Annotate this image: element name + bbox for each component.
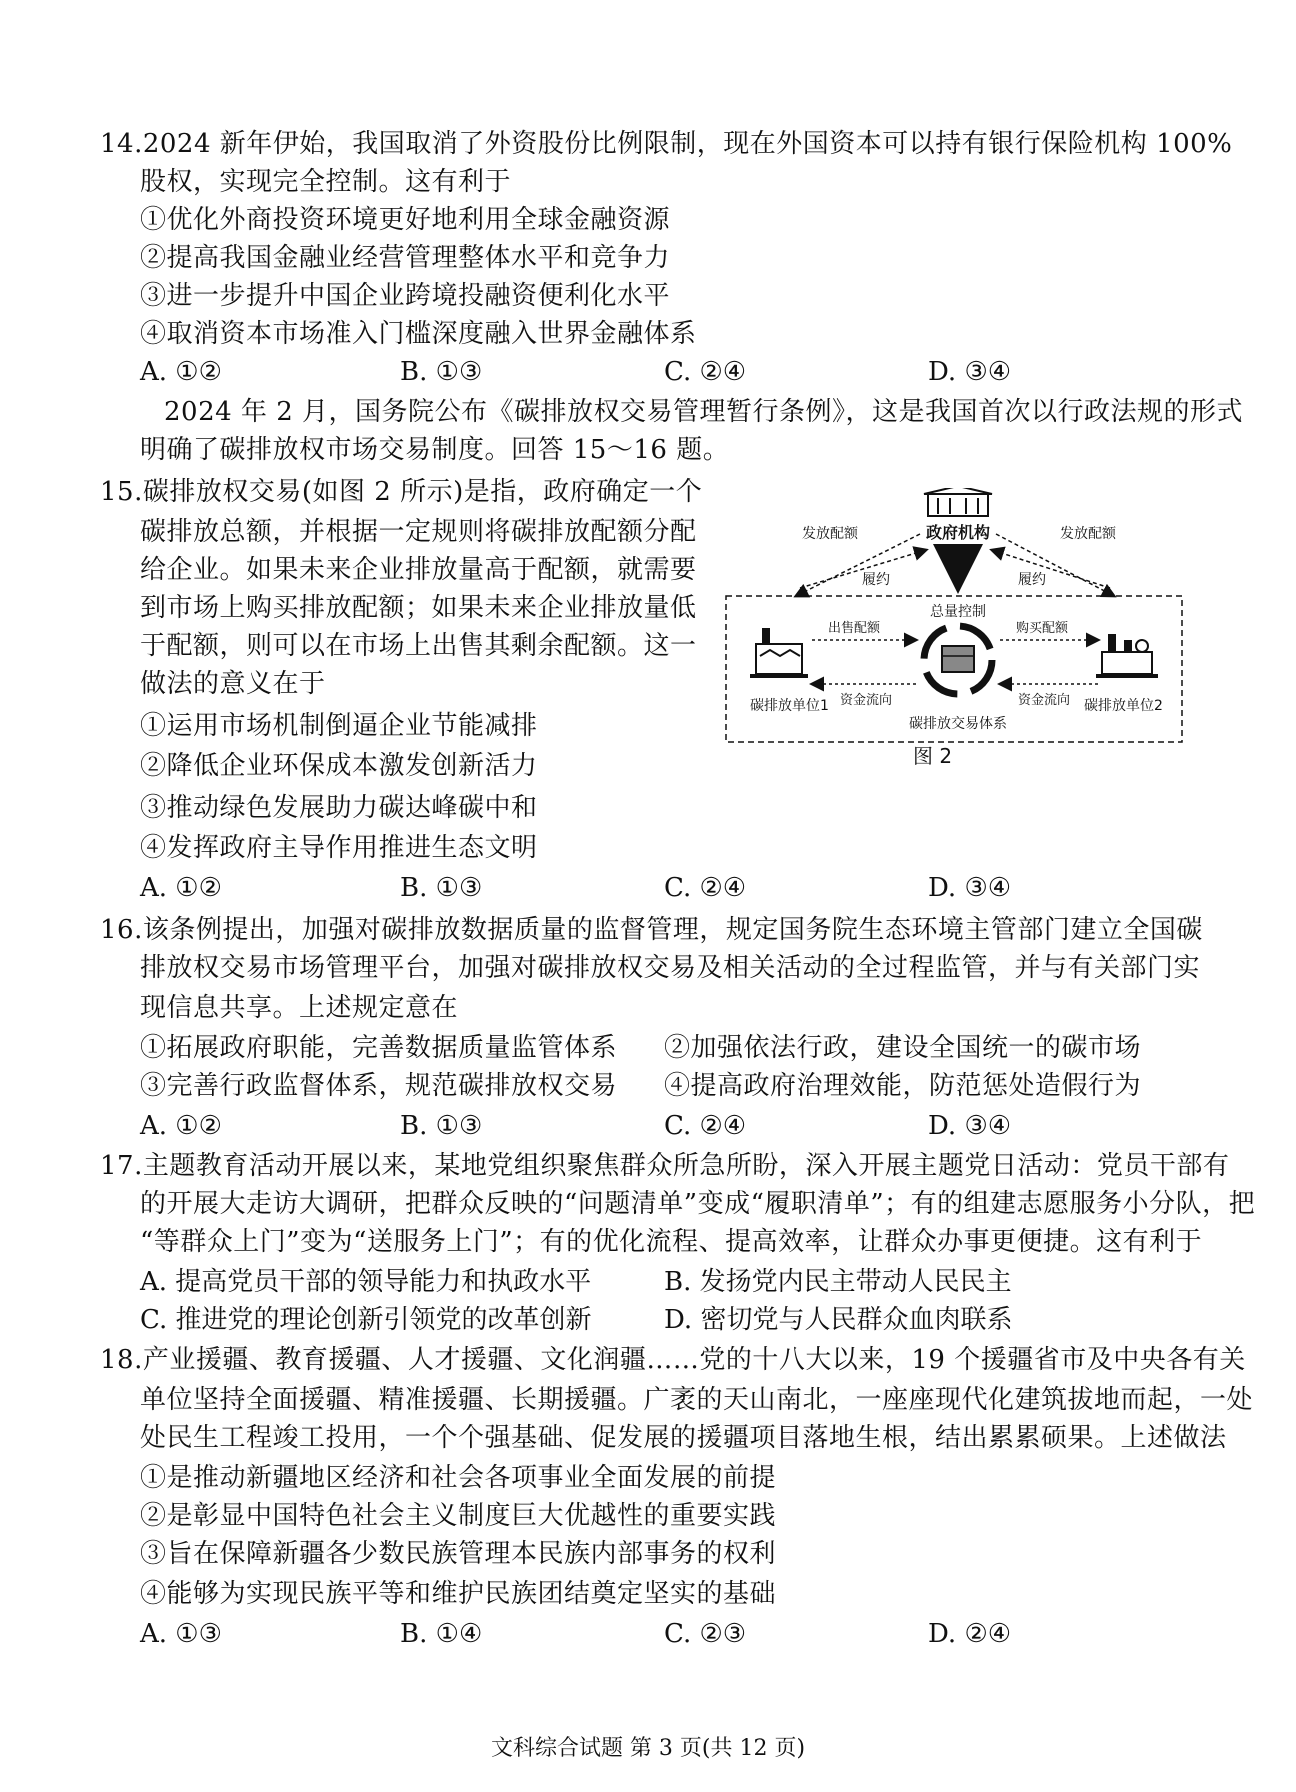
factory-icon-1 <box>750 628 808 678</box>
total-control-label: 总量控制 <box>930 604 986 620</box>
q18-option-b: B. ①④ <box>400 1619 483 1649</box>
q18-stem-line3: 处民生工程竣工投用，一个个强基础、促发展的援疆项目落地生根，结出累累硕果。上述做法 <box>140 1423 1227 1453</box>
trading-cycle-icon <box>924 626 992 694</box>
factory-icon-2 <box>1096 634 1158 678</box>
q17-stem-line1: 17.主题教育活动开展以来，某地党组织聚焦群众所急所盼，深入开展主题党日活动：党员干部有 <box>100 1151 1230 1181</box>
q18-stem-line1: 18.产业援疆、教育援疆、人才援疆、文化润疆……党的十八大以来，19 个援疆省市及中央各有关 <box>100 1345 1246 1375</box>
q17-option-a: A. 提高党员干部的领导能力和执政水平 <box>140 1267 592 1297</box>
q16-item-1: ①拓展政府职能，完善数据质量监管体系 <box>140 1033 618 1063</box>
q15-stem-line5: 于配额，则可以在市场上出售其剩余配额。这一 <box>140 631 697 661</box>
q16-stem-line3: 现信息共享。上述规定意在 <box>140 993 459 1023</box>
carbon-trading-diagram <box>720 488 1190 778</box>
q18-option-c: C. ②③ <box>664 1619 747 1649</box>
q14-option-a: A. ①② <box>140 357 222 387</box>
issue-arrow-left <box>796 534 920 596</box>
q15-option-c: C. ②④ <box>664 873 747 903</box>
government-building-icon <box>924 488 992 516</box>
figure-caption: 图 2 <box>913 744 953 768</box>
q16-option-d: D. ③④ <box>928 1111 1012 1141</box>
q14-stem-line2: 股权，实现完全控制。这有利于 <box>140 167 512 197</box>
q14-item-3: ③进一步提升中国企业跨境投融资便利化水平 <box>140 281 671 311</box>
q15-option-d: D. ③④ <box>928 873 1012 903</box>
q14-option-b: B. ①③ <box>400 357 483 387</box>
page-footer: 文科综合试题 第 3 页(共 12 页) <box>490 1736 806 1761</box>
q16-option-c: C. ②④ <box>664 1111 747 1141</box>
q17-stem-line3: “等群众上门”变为“送服务上门”；有的优化流程、提高效率，让群众办事更便捷。这有利于 <box>140 1227 1203 1257</box>
q18-stem-line2: 单位坚持全面援疆、精准援疆、长期援疆。广袤的天山南北，一座座现代化建筑拔地而起，一处 <box>140 1385 1254 1415</box>
q17-option-b: B. 发扬党内民主带动人民民主 <box>664 1267 1012 1297</box>
q16-item-3: ③完善行政监督体系，规范碳排放权交易 <box>140 1071 618 1101</box>
q16-stem-line1: 16.该条例提出，加强对碳排放数据质量的监督管理，规定国务院生态环境主管部门建立全国碳 <box>100 915 1203 945</box>
q15-stem-line6: 做法的意义在于 <box>140 669 326 699</box>
fund-label-right: 资金流向 <box>1018 693 1071 708</box>
comply-arrow-right <box>992 550 1110 588</box>
q15-item-1: ①运用市场机制倒逼企业节能减排 <box>140 711 538 741</box>
q15-stem-line2: 碳排放总额，并根据一定规则将碳排放配额分配 <box>140 517 697 547</box>
q18-item-1: ①是推动新疆地区经济和社会各项事业全面发展的前提 <box>140 1463 777 1493</box>
q17-stem-line2: 的开展大走访大调研，把群众反映的“问题清单”变成“履职清单”；有的组建志愿服务小分队，把 <box>140 1189 1256 1219</box>
q14-option-c: C. ②④ <box>664 357 747 387</box>
q16-option-a: A. ①② <box>140 1111 222 1141</box>
q18-option-d: D. ②④ <box>928 1619 1012 1649</box>
q15-stem-line3: 给企业。如果未来企业排放量高于配额，就需要 <box>140 555 697 585</box>
issue-label-right: 发放配额 <box>1060 526 1116 542</box>
unit2-label: 碳排放单位2 <box>1084 698 1163 714</box>
q14-item-1: ①优化外商投资环境更好地利用全球金融资源 <box>140 205 671 235</box>
q17-option-c: C. 推进党的理论创新引领党的改革创新 <box>140 1305 592 1335</box>
q14-item-4: ④取消资本市场准入门槛深度融入世界金融体系 <box>140 319 697 349</box>
system-label: 碳排放交易体系 <box>909 716 1007 732</box>
intro-line2: 明确了碳排放权市场交易制度。回答 15～16 题。 <box>140 435 730 465</box>
q17-option-d: D. 密切党与人民群众血肉联系 <box>664 1305 1013 1335</box>
q16-stem-line2: 排放权交易市场管理平台，加强对碳排放权交易及相关活动的全过程监管，并与有关部门实 <box>140 953 1201 983</box>
comply-label-right: 履约 <box>1018 572 1046 588</box>
gov-label: 政府机构 <box>925 523 991 542</box>
q14-stem-line1: 14.2024 新年伊始，我国取消了外资股份比例限制，现在外国资本可以持有银行保险机构 100% <box>100 129 1233 159</box>
q14-item-2: ②提高我国金融业经营管理整体水平和竞争力 <box>140 243 671 273</box>
issue-arrow-right <box>996 534 1114 596</box>
q18-item-3: ③旨在保障新疆各少数民族管理本民族内部事务的权利 <box>140 1539 777 1569</box>
q18-option-a: A. ①③ <box>140 1619 222 1649</box>
fund-label-left: 资金流向 <box>840 693 893 708</box>
q16-option-b: B. ①③ <box>400 1111 483 1141</box>
issue-label-left: 发放配额 <box>802 526 858 542</box>
q15-option-a: A. ①② <box>140 873 222 903</box>
sell-label: 出售配额 <box>828 621 881 636</box>
q15-item-2: ②降低企业环保成本激发创新活力 <box>140 751 538 781</box>
unit1-label: 碳排放单位1 <box>750 698 829 714</box>
q15-item-4: ④发挥政府主导作用推进生态文明 <box>140 833 538 863</box>
q15-option-b: B. ①③ <box>400 873 483 903</box>
q15-stem-line4: 到市场上购买排放配额；如果未来企业排放量低 <box>140 593 697 623</box>
buy-label: 购买配额 <box>1016 621 1069 636</box>
q16-item-4: ④提高政府治理效能，防范惩处造假行为 <box>664 1071 1142 1101</box>
q18-item-4: ④能够为实现民族平等和维护民族团结奠定坚实的基础 <box>140 1579 777 1609</box>
q15-item-3: ③推动绿色发展助力碳达峰碳中和 <box>140 793 538 823</box>
intro-line1: 2024 年 2 月，国务院公布《碳排放权交易管理暂行条例》，这是我国首次以行政法规的形式 <box>164 397 1244 427</box>
q14-option-d: D. ③④ <box>928 357 1012 387</box>
q16-item-2: ②加强依法行政，建设全国统一的碳市场 <box>664 1033 1142 1063</box>
q15-stem-line1: 15.碳排放权交易(如图 2 所示)是指，政府确定一个 <box>100 477 703 507</box>
q18-item-2: ②是彰显中国特色社会主义制度巨大优越性的重要实践 <box>140 1501 777 1531</box>
comply-label-left: 履约 <box>862 572 890 588</box>
